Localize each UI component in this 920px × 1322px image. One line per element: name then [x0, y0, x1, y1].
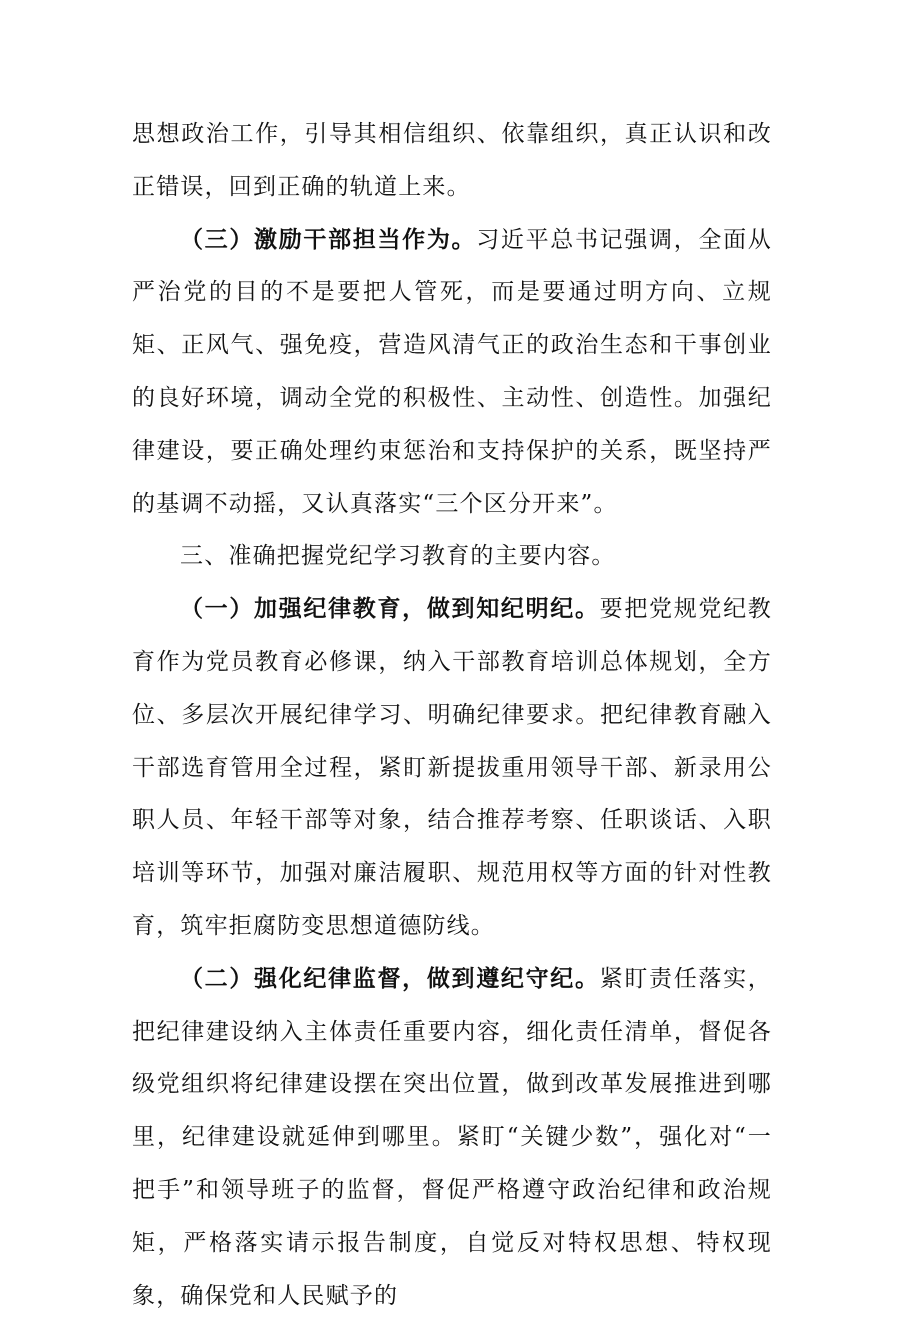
document-page — [132, 108, 772, 1322]
paragraph-text: 习近平总书记强调，全面从严治党的目的不是要把人管死，而是要通过明方向、立规矩、正风气、强免疫，营造风清气正的政治生态和干事创业的良好环境，调动全党的积极性、主动性、创造性。加强纪律建设，要正确处理约束惩治和支持保护的关系，既坚持严的基调不动摇，又认真落实“三个区分开来”。 — [132, 226, 773, 517]
paragraph-discipline-supervision — [132, 953, 772, 1322]
paragraph-continued — [132, 108, 772, 214]
paragraph-discipline-education — [132, 583, 772, 953]
section-heading-main-content: 三、准确把握党纪学习教育的主要内容。 — [180, 543, 616, 570]
subheading-encourage-cadres: （三）激励干部担当作为。 — [180, 226, 477, 253]
paragraph-text: 紧盯责任落实，把纪律建设纳入主体责任重要内容，细化责任清单，督促各级党组织将纪律建设摆在突出位置，做到改革发展推进到哪里，纪律建设就延伸到哪里。紧盯“关键少数”，强化对“一把手”和领导班子的监督，督促严格遵守政治纪律和政治规矩，严格落实请示报告制度，自觉反对特权思想、特权现象，确保党和人民赋予的 — [132, 965, 772, 1309]
paragraph-encourage-cadres — [132, 214, 772, 531]
subheading-discipline-supervision: （二）强化纪律监督，做到遵纪守纪。 — [180, 965, 600, 992]
paragraph-text: 思想政治工作，引导其相信组织、依靠组织，真正认识和改正错误，回到正确的轨道上来。 — [132, 121, 772, 200]
paragraph-text: 要把党规党纪教育作为党员教育必修课，纳入干部教育培训总体规划，全方位、多层次开展纪律学习、明确纪律要求。把纪律教育融入干部选育管用全过程，紧盯新提拔重用领导干部、新录用公职人员、年轻干部等对象，结合推荐考察、任职谈话、入职培训等环节，加强对廉洁履职、规范用权等方面的针对性教育，筑牢拒腐防变思想道德防线。 — [132, 596, 772, 939]
subheading-discipline-education: （一）加强纪律教育，做到知纪明纪。 — [180, 596, 600, 623]
